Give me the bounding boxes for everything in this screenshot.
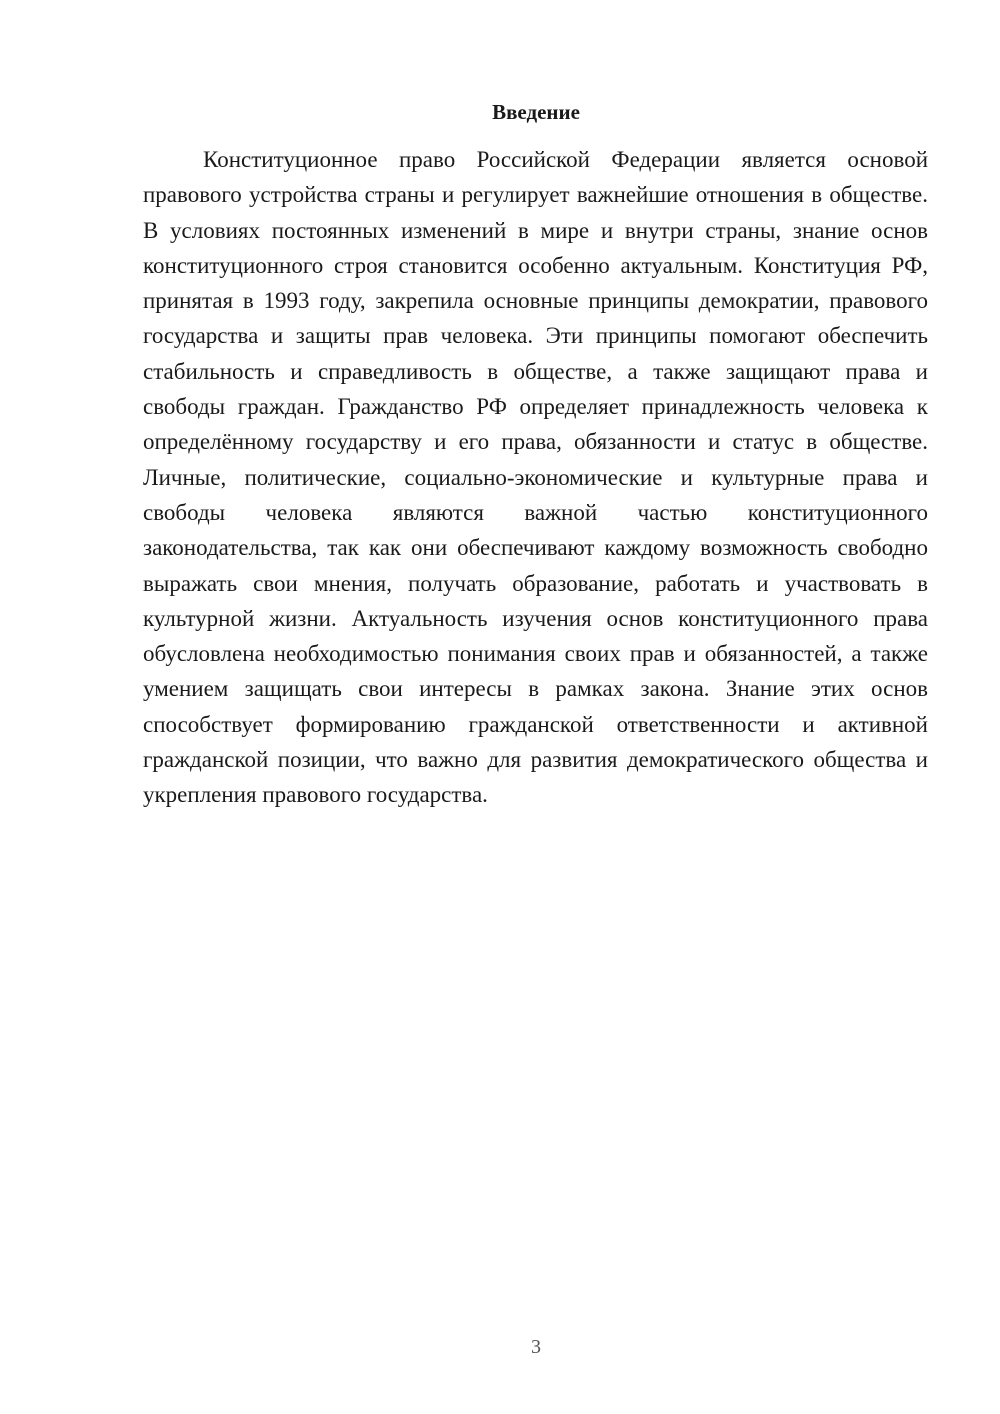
page-number: 3 (531, 1336, 541, 1358)
section-heading: Введение (492, 100, 580, 124)
body-paragraph: Конституционное право Российской Федерации является основой правового устройства страны и регулирует важнейшие отношения в обществе. В условиях постоянных изменений в мире и внутри страны, знание основ конституционного строя становится особенно актуальным. Конституция РФ, принятая в 1993 году, закрепила основные принципы демократии, правового государства и защиты прав человека. Эти принципы помогают обеспечить стабильность и справедливость в обществе, а также защищают права и свободы граждан. Гражданство РФ определяет принадлежность человека к определённому государству и его права, обязанности и статус в обществе. Личные, политические, социально-экономические и культурные права и свободы человека являются важной частью конституционного законодательства, так как они обеспечивают каждому возможность свободно выражать свои мнения, получать образование, работать и участвовать в культурной жизни. Актуальность изучения основ конституционного права обусловлена необходимостью понимания своих прав и обязанностей, а также умением защищать свои интересы в рамках закона. Знание этих основ способствует формированию гражданской ответственности и активной гражданской позиции, что важно для развития демократического общества и укрепления правового государства. (143, 147, 928, 808)
